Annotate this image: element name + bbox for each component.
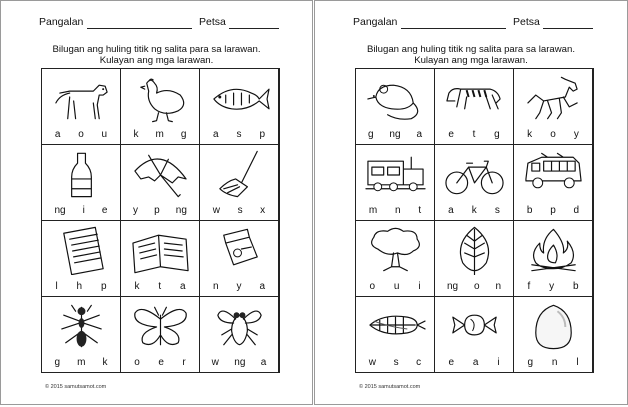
name-field[interactable] <box>87 28 192 29</box>
picture-cell <box>434 68 514 145</box>
fly-icon <box>208 301 271 351</box>
letter-choices <box>435 281 513 292</box>
letter-choices <box>200 357 278 368</box>
letter-choice[interactable]: t <box>418 205 422 216</box>
letter-choice[interactable]: o <box>473 281 480 292</box>
letter-choice[interactable]: u <box>393 281 400 292</box>
picture-cell <box>199 220 279 297</box>
letter-choice[interactable]: m <box>155 129 164 140</box>
letter-choice[interactable]: o <box>550 129 556 140</box>
letter-choice[interactable]: y <box>573 129 579 140</box>
letter-choice[interactable]: w <box>211 357 219 368</box>
letter-choice[interactable]: w <box>368 357 377 368</box>
letter-choice[interactable]: a <box>212 129 219 140</box>
letter-choice[interactable]: a <box>54 129 61 140</box>
name-label: Pangalan <box>353 16 398 28</box>
corn-icon <box>364 301 427 351</box>
letter-choice[interactable]: a <box>260 357 267 368</box>
letter-choice[interactable]: i <box>497 357 500 368</box>
letter-choice[interactable]: a <box>259 281 265 292</box>
letter-choices <box>200 129 278 140</box>
letter-choice[interactable]: k <box>134 281 140 292</box>
letter-choice[interactable]: g <box>180 129 187 140</box>
worksheet-right <box>314 0 628 405</box>
letter-choice[interactable]: g <box>367 129 374 140</box>
instructions <box>1 44 312 66</box>
tiger-icon <box>443 73 506 123</box>
letter-choice[interactable]: k <box>527 129 533 140</box>
book-icon <box>129 225 192 275</box>
letter-choice[interactable]: k <box>471 205 477 216</box>
letter-choice[interactable]: r <box>182 357 186 368</box>
notebook-icon <box>50 225 113 275</box>
fish-icon <box>208 73 271 123</box>
candy-icon <box>443 301 506 351</box>
letter-choice[interactable]: e <box>101 205 108 216</box>
letter-choices <box>42 357 120 368</box>
copyright-footer: © 2015 samutsamot.com <box>359 384 421 390</box>
butterfly-icon <box>129 301 192 351</box>
letter-choices <box>121 205 199 216</box>
letter-choices <box>121 281 199 292</box>
header <box>315 16 627 32</box>
letter-choice[interactable]: w <box>212 205 221 216</box>
letter-choice[interactable]: o <box>369 281 375 292</box>
letter-choice[interactable]: p <box>100 281 107 292</box>
letter-choice[interactable]: p <box>550 205 556 216</box>
instruction-line-1: Bilugan ang huling titik ng salita para sa larawan. <box>52 44 261 55</box>
letter-choices <box>356 281 434 292</box>
letter-choices <box>200 281 278 292</box>
letter-choice[interactable]: ng <box>389 129 401 140</box>
letter-choice[interactable]: o <box>78 129 84 140</box>
picture-cell <box>355 68 435 145</box>
train-icon <box>364 149 427 199</box>
letter-choice[interactable]: s <box>236 129 242 140</box>
letter-choice[interactable]: t <box>472 129 476 140</box>
dog-icon <box>50 73 113 123</box>
date-field[interactable] <box>543 28 593 29</box>
letter-choice[interactable]: c <box>416 357 422 368</box>
letter-choice[interactable]: d <box>573 205 580 216</box>
picture-cell <box>513 68 593 145</box>
letter-choice[interactable]: a <box>448 205 454 216</box>
letter-choices <box>200 205 278 216</box>
letter-choices <box>356 129 434 140</box>
ant-icon <box>50 301 113 351</box>
name-label: Pangalan <box>39 16 84 28</box>
umbrella-icon <box>129 149 192 199</box>
picture-cell <box>41 296 121 373</box>
letter-choice[interactable]: y <box>549 281 555 292</box>
letter-choice[interactable]: x <box>260 205 266 216</box>
letter-choice[interactable]: ng <box>234 357 246 368</box>
letter-choice[interactable]: l <box>576 357 579 368</box>
fire-icon <box>522 225 585 275</box>
letter-choice[interactable]: g <box>494 129 500 140</box>
letter-choice[interactable]: s <box>393 357 399 368</box>
chicken-icon <box>129 73 192 123</box>
copyright-footer: © 2015 samutsamot.com <box>45 384 107 390</box>
letter-choice[interactable]: h <box>76 281 83 292</box>
letter-choice[interactable]: e <box>158 357 164 368</box>
jeepney-icon <box>522 149 585 199</box>
letter-choice[interactable]: ng <box>446 281 459 292</box>
bottle-icon <box>50 149 113 199</box>
picture-cell <box>434 296 514 373</box>
date-label: Petsa <box>199 16 226 28</box>
header <box>1 16 312 32</box>
letter-choices <box>514 357 592 368</box>
instruction-line-2: Kulayan ang mga larawan. <box>414 55 528 66</box>
letter-choices <box>435 129 513 140</box>
date-label: Petsa <box>513 16 540 28</box>
tree-icon <box>364 225 427 275</box>
picture-cell <box>513 296 593 373</box>
letter-choices <box>42 281 120 292</box>
letter-choice[interactable]: u <box>101 129 108 140</box>
letter-choice[interactable]: s <box>237 205 243 216</box>
letter-choices <box>435 357 513 368</box>
letter-choices <box>514 281 592 292</box>
horse-icon <box>522 73 585 123</box>
letter-choice[interactable]: e <box>448 357 454 368</box>
letter-choices <box>42 129 120 140</box>
letter-choice[interactable]: k <box>133 129 139 140</box>
letter-choices <box>42 205 120 216</box>
letter-choice[interactable]: n <box>212 281 219 292</box>
letter-choices <box>121 357 199 368</box>
letter-choice[interactable]: ng <box>175 205 187 216</box>
letter-choices <box>121 129 199 140</box>
instructions <box>315 44 627 66</box>
letter-choice[interactable]: k <box>102 357 108 368</box>
picture-cell <box>41 144 121 221</box>
leaf-icon <box>443 225 506 275</box>
letter-choice[interactable]: g <box>54 357 61 368</box>
letter-choice[interactable]: i <box>82 205 85 216</box>
picture-cell <box>120 220 200 297</box>
letter-choices <box>356 357 434 368</box>
picture-cell <box>41 220 121 297</box>
letter-choice[interactable]: o <box>134 357 140 368</box>
letter-choice[interactable]: y <box>236 281 242 292</box>
picture-cell <box>355 144 435 221</box>
picture-cell <box>199 296 279 373</box>
picture-cell <box>120 296 200 373</box>
picture-cell <box>120 68 200 145</box>
letter-choices <box>514 205 592 216</box>
letter-choice[interactable]: n <box>394 205 401 216</box>
picture-cell <box>41 68 121 145</box>
letter-choice[interactable]: m <box>368 205 378 216</box>
letter-choice[interactable]: a <box>472 357 479 368</box>
picture-cell <box>513 144 593 221</box>
mouse-icon <box>364 73 427 123</box>
picture-grid <box>41 68 280 373</box>
letter-choice[interactable]: n <box>551 357 558 368</box>
letter-choice[interactable]: m <box>77 357 86 368</box>
picture-grid <box>355 68 594 373</box>
name-field[interactable] <box>401 28 506 29</box>
picture-cell <box>355 296 435 373</box>
picture-cell <box>434 144 514 221</box>
picture-cell <box>120 144 200 221</box>
letter-choice[interactable]: i <box>418 281 421 292</box>
letter-choice[interactable]: p <box>154 205 160 216</box>
worksheet-left <box>0 0 313 405</box>
letter-choice[interactable]: a <box>179 281 186 292</box>
letter-choice[interactable]: a <box>416 129 423 140</box>
letter-choice[interactable]: t <box>158 281 162 292</box>
picture-cell <box>199 68 279 145</box>
letter-choices <box>514 129 592 140</box>
letter-choice[interactable]: b <box>572 281 579 292</box>
letter-choice[interactable]: y <box>133 205 139 216</box>
egg-icon <box>522 301 585 351</box>
picture-cell <box>355 220 435 297</box>
letter-choice[interactable]: b <box>526 205 533 216</box>
bicycle-icon <box>443 149 506 199</box>
picture-cell <box>199 144 279 221</box>
date-field[interactable] <box>229 28 279 29</box>
letter-choice[interactable]: ng <box>54 205 66 216</box>
letter-choice[interactable]: f <box>527 281 531 292</box>
letter-choices <box>356 205 434 216</box>
letter-choice[interactable]: l <box>55 281 58 292</box>
letter-choice[interactable]: e <box>448 129 454 140</box>
sharpener-icon <box>208 225 271 275</box>
letter-choice[interactable]: n <box>495 281 502 292</box>
letter-choice[interactable]: p <box>259 129 265 140</box>
letter-choices <box>435 205 513 216</box>
instruction-line-1: Bilugan ang huling titik ng salita para sa larawan. <box>367 44 575 55</box>
instruction-line-2: Kulayan ang mga larawan. <box>99 55 214 66</box>
letter-choice[interactable]: g <box>527 357 533 368</box>
picture-cell <box>434 220 514 297</box>
broom-icon <box>208 149 271 199</box>
letter-choice[interactable]: s <box>494 205 500 216</box>
picture-cell <box>513 220 593 297</box>
